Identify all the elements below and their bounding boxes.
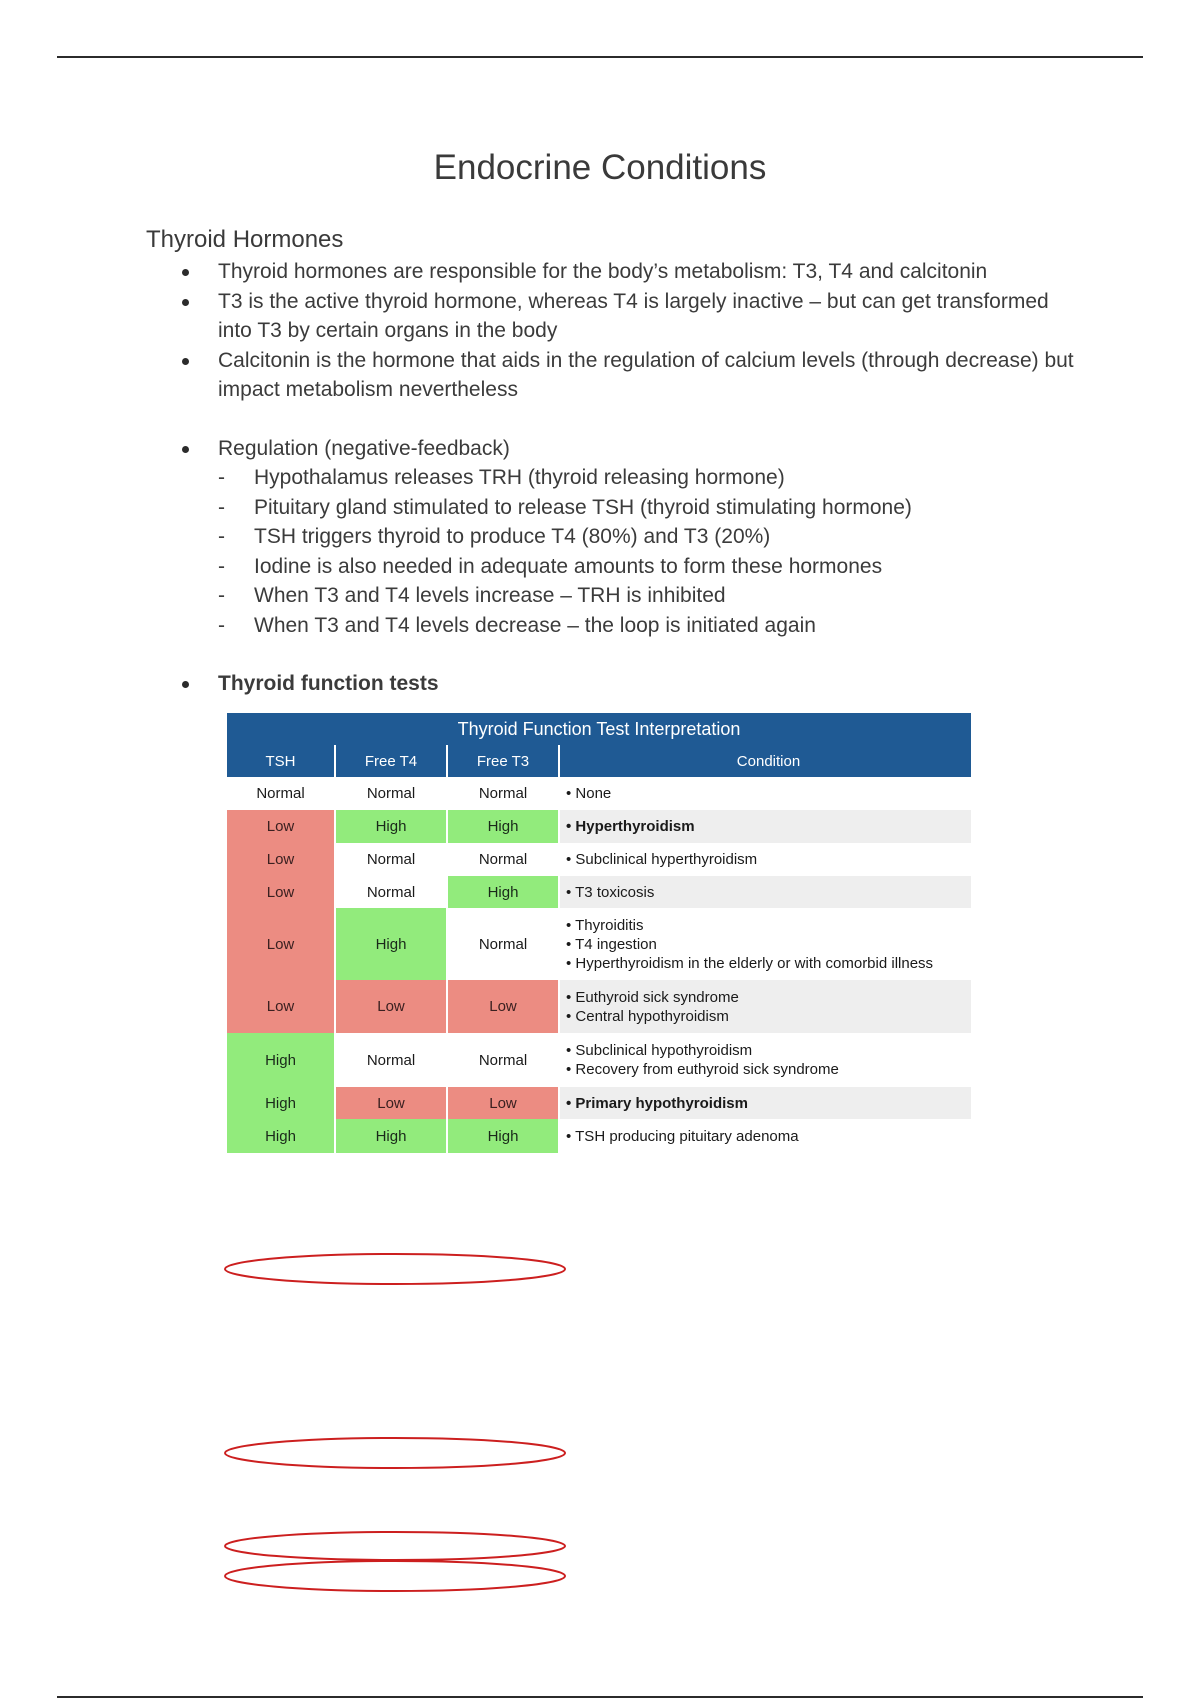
dash-icon: - [218, 613, 225, 637]
list-item: - Iodine is also needed in adequate amounts to form these hormones [218, 552, 1076, 582]
tests-label: Thyroid function tests [218, 672, 439, 695]
free-t4-cell: High [336, 810, 448, 843]
free-t3-cell: Normal [448, 843, 560, 876]
red-oval-annotation [225, 1438, 565, 1468]
free-t3-cell: Low [448, 980, 560, 1033]
dash-icon: - [218, 584, 225, 607]
tsh-cell: Low [227, 810, 336, 843]
free-t3-cell: Normal [448, 777, 560, 810]
red-oval-annotation [225, 1532, 565, 1560]
condition-text: • Euthyroid sick syndrome [566, 988, 739, 1006]
list-item: Calcitonin is the hormone that aids in the regulation of calcium levels (through decrease) but impact metabolism nevertheless [176, 346, 1076, 405]
page-title: Endocrine Conditions [433, 148, 767, 187]
red-oval-annotation [225, 1254, 565, 1284]
free-t4-cell: Normal [336, 1033, 448, 1087]
free-t3-cell: High [448, 876, 560, 908]
condition-text: • TSH producing pituitary adenoma [566, 1127, 799, 1145]
condition-text: • None [566, 785, 612, 802]
list-item: Thyroid hormones are responsible for the body’s metabolism: T3, T4 and calcitonin [176, 257, 1076, 287]
free-t4-cell: Normal [336, 777, 448, 810]
free-t4-cell: Normal [336, 843, 448, 876]
header-free-t3: Free T3 [448, 745, 560, 777]
header-free-t4: Free T4 [336, 745, 448, 777]
free-t4-cell: High [336, 1119, 448, 1153]
tsh-cell: Low [227, 843, 336, 876]
list-item: - When T3 and T4 levels decrease – the loop is initiated again [218, 611, 1076, 641]
regulation-label: Regulation (negative-feedback) [218, 436, 510, 460]
tsh-cell: High [227, 1033, 336, 1087]
condition-text: • Subclinical hyperthyroidism [566, 851, 758, 868]
free-t3-cell: Normal [448, 1033, 560, 1087]
condition-text: • Hyperthyroidism [566, 818, 695, 835]
condition-text: • Primary hypothyroidism [566, 1094, 748, 1112]
free-t4-cell: Low [336, 1087, 448, 1119]
tsh-cell: High [227, 1119, 336, 1153]
list-item: T3 is the active thyroid hormone, whereas T4 is largely inactive – but can get transformed into T3 by certain organs in the body [176, 287, 1076, 346]
free-t4-cell: High [336, 908, 448, 980]
list-item: - Hypothalamus releases TRH (thyroid releasing hormone) [218, 463, 1076, 493]
dash-icon: - [218, 495, 225, 519]
list-item: - Pituitary gland stimulated to release TSH (thyroid stimulating hormone) [218, 493, 1076, 523]
dash-icon: - [218, 466, 225, 489]
condition-text: • Central hypothyroidism [566, 1007, 729, 1025]
dash-icon: - [218, 525, 225, 548]
tsh-cell: Low [227, 980, 336, 1033]
condition-text: • T3 toxicosis [566, 883, 655, 901]
bottom-rule [57, 1696, 1143, 1698]
condition-text: • Recovery from euthyroid sick syndrome [566, 1061, 839, 1078]
header-condition: Condition [560, 745, 971, 777]
list-item: - TSH triggers thyroid to produce T4 (80%) and T3 (20%) [218, 522, 1076, 552]
tsh-cell: High [227, 1087, 336, 1119]
condition-text: • Thyroiditis [566, 916, 644, 934]
list-item: - When T3 and T4 levels increase – TRH is inhibited [218, 581, 1076, 611]
red-oval-annotation [225, 1561, 565, 1591]
header-tsh: TSH [227, 745, 336, 777]
tsh-cell: Low [227, 908, 336, 980]
section-heading: Thyroid Hormones [146, 226, 344, 253]
condition-text: • Subclinical hypothyroidism [566, 1042, 753, 1059]
free-t3-cell: Normal [448, 908, 560, 980]
free-t4-cell: Normal [336, 876, 448, 908]
tsh-cell: Normal [227, 777, 336, 810]
free-t3-cell: High [448, 810, 560, 843]
dash-icon: - [218, 554, 225, 578]
free-t3-cell: High [448, 1119, 560, 1153]
free-t3-cell: Low [448, 1087, 560, 1119]
condition-text: • Hyperthyroidism in the elderly or with comorbid illness [566, 954, 934, 972]
free-t4-cell: Low [336, 980, 448, 1033]
condition-text: • T4 ingestion [566, 935, 657, 953]
tsh-cell: Low [227, 876, 336, 908]
table-title: Thyroid Function Test Interpretation [227, 713, 971, 745]
